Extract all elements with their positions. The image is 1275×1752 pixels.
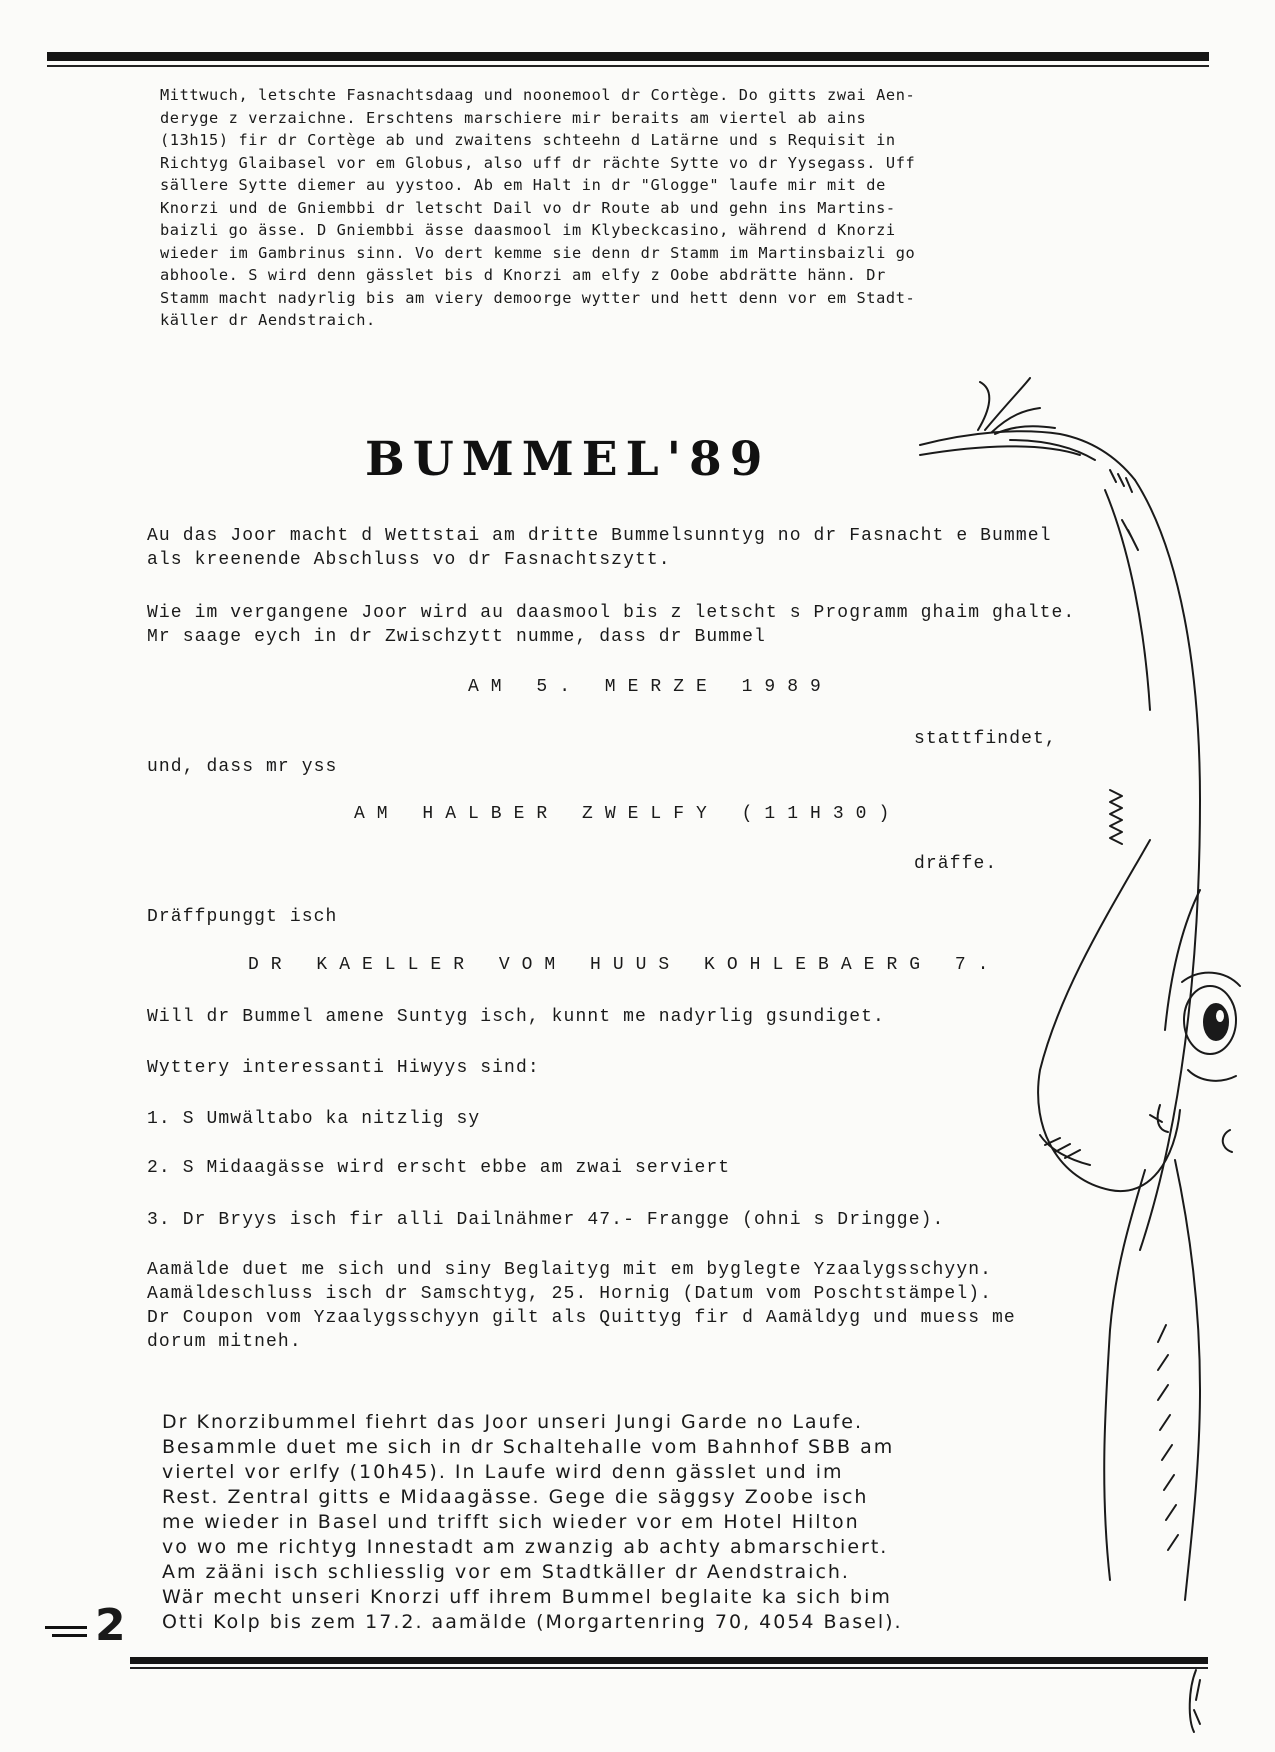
text-line: vo wo me richtyg Innestadt am zwanzig ab achty abmarschiert. (162, 1536, 889, 1558)
page-number-dash (52, 1634, 87, 1637)
text-line: Aamäldeschluss isch dr Samschtyg, 25. Hornig (Datum vom Poschtstämpel). (147, 1284, 993, 1304)
intro-line: Knorzi und de Gniembbi dr letscht Dail vo dr Route ab und gehn ins Martins- (160, 198, 896, 217)
header-rule-thin (47, 65, 1209, 67)
text-line: Dr Coupon vom Yzaalygsschyyn gilt als Quittyg fir d Aamäldyg und muess me (147, 1308, 1016, 1328)
intro-line: baizli go ässe. D Gniembbi ässe daasmool im Klybeckcasino, während d Knorzi (160, 221, 896, 239)
intro-line: käller dr Aendstraich. (160, 311, 376, 329)
intro-line: Mittwuch, letschte Fasnachtsdaag und noonemool dr Cortège. Do gitts zwai Aen- (160, 86, 916, 104)
text-line: viertel vor erlfy (10h45). In Laufe wird denn gässlet und im (162, 1461, 844, 1483)
event-date: AM 5. MERZE 1989 (468, 677, 833, 697)
text-line: dorum mitneh. (147, 1332, 302, 1352)
meeting-place: DR KAELLER VOM HUUS KOHLEBAERG 7. (248, 955, 1001, 975)
text-line: Dr Knorzibummel fiehrt das Joor unseri Jungi Garde no Laufe. (162, 1411, 864, 1433)
page-title: BUMMEL'89 (365, 432, 771, 487)
hint-item: 3. Dr Bryys isch fir alli Dailnähmer 47.- Frangge (ohni s Dringge). (147, 1210, 945, 1230)
draeffe-text: dräffe. (914, 854, 998, 874)
intro-line: (13h15) fir dr Cortège ab und zwaitens schteehn d Latärne und s Requisit in (160, 131, 896, 149)
text-line: Mr saage eych in dr Zwischzytt numme, dass dr Bummel (147, 627, 766, 647)
text-line: Aamälde duet me sich und siny Beglaityg mit em byglegte Yzaalygsschyyn. (147, 1260, 993, 1280)
text-line: Wär mecht unseri Knorzi uff ihrem Bummel beglaite ka sich bim (162, 1586, 892, 1608)
text-line: Wie im vergangene Joor wird au daasmool bis z letscht s Programm ghaim ghalte. (147, 603, 1076, 623)
intro-paragraph (160, 84, 1040, 332)
meeting-intro: Dräffpunggt isch (147, 907, 338, 927)
intro-line: Stamm macht nadyrlig bis am viery demoorge wytter und hett denn vor em Stadt- (160, 288, 916, 307)
hints-intro: Wyttery interessanti Hiwyys sind: (147, 1058, 540, 1078)
stattfindet-text: stattfindet, (914, 729, 1057, 749)
text-line: als kreenende Abschluss vo dr Fasnachtszytt. (147, 550, 671, 570)
event-time: AM HALBER ZWELFY (11H30) (354, 804, 902, 824)
intro-line: sällere Sytte diemer au yystoo. Ab em Halt in dr "Glogge" laufe mir mit de (160, 176, 886, 194)
hint-item: 2. S Midaagässe wird erscht ebbe am zwai serviert (147, 1158, 731, 1178)
rain-note: Will dr Bummel amene Suntyg isch, kunnt me nadyrlig gsundiget. (147, 1007, 885, 1027)
cartoon-illustration (900, 370, 1275, 1752)
text-line: Rest. Zentral gitts e Midaagässe. Gege die säggsy Zoobe isch (162, 1486, 869, 1508)
text-line: Au das Joor macht d Wettstai am dritte Bummelsunntyg no dr Fasnacht e Bummel (147, 526, 1052, 546)
text-line: Otti Kolp bis zem 17.2. aamälde (Morgartenring 70, 4054 Basel). (162, 1611, 903, 1633)
intro-line: wieder im Gambrinus sinn. Vo dert kemme sie denn dr Stamm im Martinsbaizli go (160, 243, 916, 262)
intro-line: abhoole. S wird denn gässlet bis d Knorzi am elfy z Oobe abdrätte hänn. Dr (160, 266, 886, 284)
hint-item: 1. S Umwältabo ka nitzlig sy (147, 1109, 481, 1129)
intro-line: deryge z verzaichne. Erschtens marschiere mir beraits am viertel ab ains (160, 108, 867, 127)
text-line: me wieder in Basel und trifft sich wieder vor em Hotel Hilton (162, 1511, 860, 1533)
intro-line: Richtyg Glaibasel vor em Globus, also uff dr rächte Sytte vo dr Yysegass. Uff (160, 153, 916, 172)
header-rule (47, 52, 1209, 61)
page-number-dash (45, 1626, 87, 1629)
page-number: 2 (95, 1600, 126, 1651)
und-dass-text: und, dass mr yss (147, 757, 338, 777)
text-line: Besammle duet me sich in dr Schaltehalle vom Bahnhof SBB am (162, 1436, 895, 1458)
text-line: Am zääni isch schliesslig vor em Stadtkäller dr Aendstraich. (162, 1561, 850, 1583)
